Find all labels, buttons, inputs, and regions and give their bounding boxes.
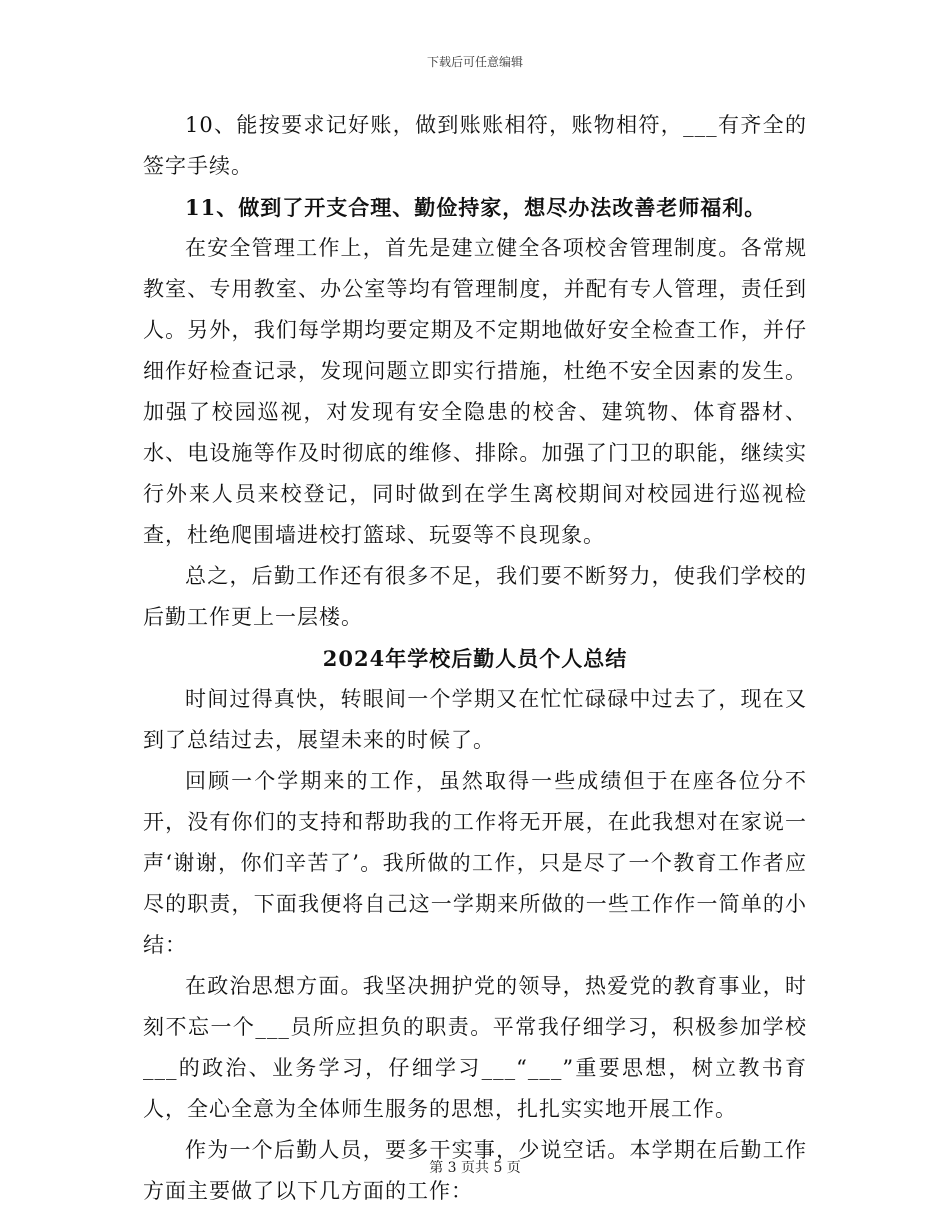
section-title: 2024年学校后勤人员个人总结	[322, 646, 628, 671]
paragraph-logistics-work: 作为一个后勤人员，要多干实事，少说空话。本学期在后勤工作方面主要做了以下几方面的工作：	[143, 1138, 807, 1203]
page-header: 下载后可任意编辑	[426, 55, 523, 69]
paragraph-intro: 时间过得真快，转眼间一个学期又在忙忙碌碌中过去了，现在又到了总结过去，展望未来的时候了。	[143, 687, 807, 752]
paragraph-item-11: 11、做到了开支合理、勤俭持家，想尽办法改善老师福利。	[185, 195, 767, 220]
paragraph-review: 回顾一个学期来的工作，虽然取得一些成绩但于在座各位分不开，没有你们的支持和帮助我的工作将无开展，在此我想对在家说一声‘谢谢，你们辛苦了’。我所做的工作，只是尽了一个教育工作者应尽的职责，下面我便将自己这一学期来所做的一些工作作一简单的小结：	[143, 769, 807, 957]
paragraph-conclusion: 总之，后勤工作还有很多不足，我们要不断努力，使我们学校的后勤工作更上一层楼。	[143, 564, 807, 629]
paragraph-safety-management: 在安全管理工作上，首先是建立健全各项校舍管理制度。各常规教室、专用教室、办公室等均有管理制度，并配有专人管理，责任到人。另外，我们每学期均要定期及不定期地做好安全检查工作，并仔细作好检查记录，发现问题立即实行措施，杜绝不安全因素的发生。加强了校园巡视，对发现有安全隐患的校舍、建筑物、体育器材、水、电设施等作及时彻底的维修、排除。加强了门卫的职能，继续实行外来人员来校登记，同时做到在学生离校期间对校园进行巡视检查，杜绝爬围墙进校打篮球、玩耍等不良现象。	[143, 236, 807, 547]
document-body	[143, 105, 807, 1212]
paragraph-item-10: 10、能按要求记好账，做到账账相符，账物相符，___有齐全的签字手续。	[143, 113, 807, 178]
page-footer: 第 3 页共 5 页	[429, 1160, 521, 1176]
paragraph-political: 在政治思想方面。我坚决拥护党的领导，热爱党的教育事业，时刻不忘一个___员所应担负的职责。平常我仔细学习，积极参加学校___的政治、业务学习，仔细学习___“___”重要思想，树立教书育人，全心全意为全体师生服务的思想，扎扎实实地开展工作。	[143, 974, 807, 1121]
